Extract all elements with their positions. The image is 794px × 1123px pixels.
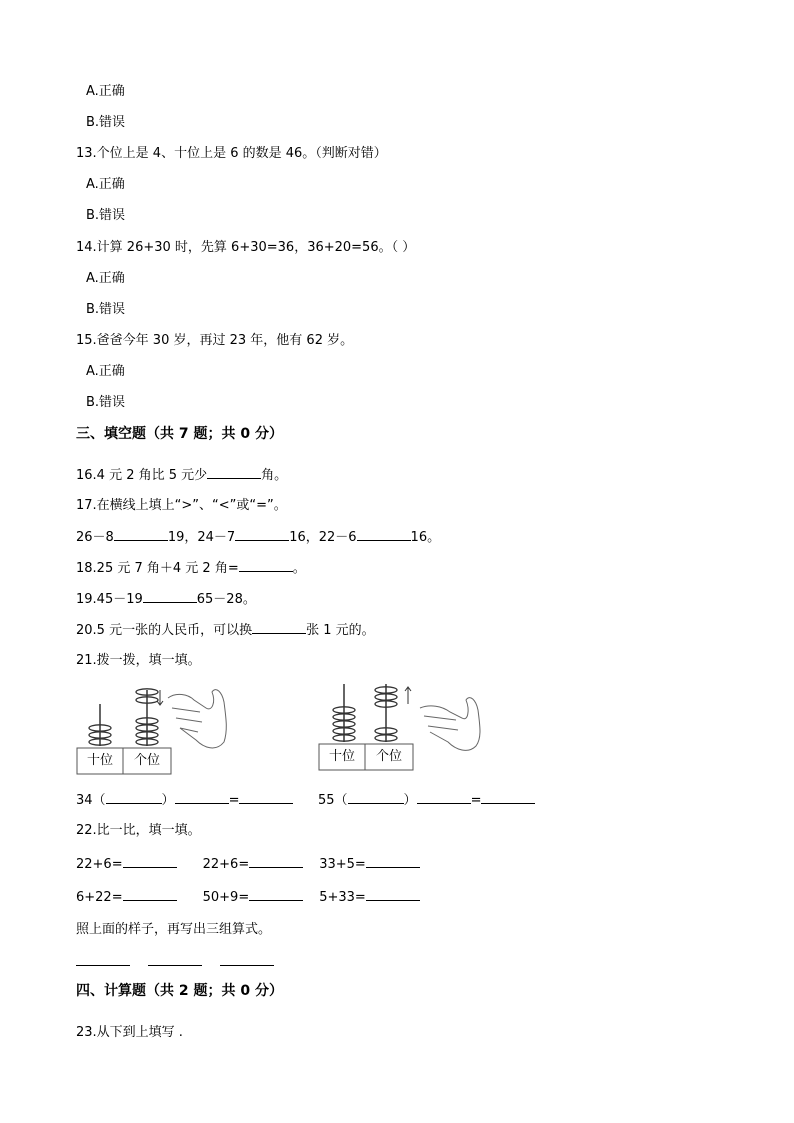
q22-r2-expr-1: 6+22=: [76, 890, 123, 905]
q22-r1-expr-3: 33+5=: [319, 857, 366, 872]
q17-part-3: 16，22－6: [289, 530, 357, 545]
q21-text: 21.拨一拨，填一填。: [76, 653, 201, 668]
q21-right-blank-3[interactable]: [481, 791, 535, 804]
q22-extra-blank-1[interactable]: [76, 953, 130, 966]
q19: [76, 590, 256, 609]
q21-left-blank-3[interactable]: [239, 791, 293, 804]
q22-r1-blank-3[interactable]: [366, 855, 420, 868]
q14-option-b[interactable]: B.错误: [86, 302, 126, 317]
q21-right-number: 55（: [318, 793, 348, 808]
q14-option-a[interactable]: A.正确: [86, 271, 125, 286]
section-4-title: 四、计算题（共 2 题；共 0 分）: [76, 983, 283, 999]
q13-option-b[interactable]: B.错误: [86, 208, 126, 223]
tens-label-right: 十位: [328, 749, 355, 764]
q21-right-blank-1[interactable]: [348, 791, 404, 804]
q17-blank-3[interactable]: [357, 528, 411, 541]
q22-r2-expr-2: 50+9=: [202, 890, 250, 905]
q12-option-a[interactable]: A.正确: [86, 84, 125, 99]
abacus-figure-left: [76, 682, 236, 776]
q22-r1-expr-1: 22+6=: [76, 857, 123, 872]
q22-r2-blank-3[interactable]: [366, 888, 420, 901]
q19-pre: 19.45－19: [76, 592, 143, 607]
q18-answer-blank[interactable]: [239, 559, 293, 572]
q22-r1-blank-1[interactable]: [123, 855, 177, 868]
q20: [76, 621, 375, 640]
q19-post: 65－28。: [196, 592, 256, 607]
q22-r2-blank-2[interactable]: [249, 888, 303, 901]
q17-part-4: 16。: [410, 530, 441, 545]
q21-left-blank-2[interactable]: [175, 791, 229, 804]
q16-pre: 16.4 元 2 角比 5 元少: [76, 468, 208, 483]
q20-post: 张 1 元的。: [306, 623, 375, 638]
q18: [76, 559, 306, 578]
q22-extra-blank-2[interactable]: [148, 953, 202, 966]
q22-extra-blank-3[interactable]: [220, 953, 274, 966]
q16: [76, 466, 287, 485]
q21-left-blank-1[interactable]: [106, 791, 162, 804]
q23-text: 23.从下到上填写 .: [76, 1025, 183, 1040]
q21-right-eq: =: [470, 793, 482, 808]
q18-pre: 18.25 元 7 角＋4 元 2 角=: [76, 561, 239, 576]
ones-label-left: 个位: [133, 753, 160, 768]
q19-answer-blank[interactable]: [143, 590, 197, 603]
q22-r2-expr-3: 5+33=: [319, 890, 366, 905]
tens-label-left: 十位: [86, 753, 113, 768]
abacus-figure-right: [318, 682, 488, 776]
q15-option-b[interactable]: B.错误: [86, 395, 126, 410]
ones-label-right: 个位: [375, 749, 402, 764]
q22-follow-up: 照上面的样子，再写出三组算式。: [76, 922, 272, 937]
q20-pre: 20.5 元一张的人民币，可以换: [76, 623, 253, 638]
section-3-title: 三、填空题（共 7 题；共 0 分）: [76, 426, 283, 442]
q15-text: 15.爸爸今年 30 岁，再过 23 年，他有 62 岁。: [76, 333, 354, 348]
q16-answer-blank[interactable]: [207, 466, 261, 479]
q21-left-close: ）: [161, 793, 175, 808]
q22-row-1: [76, 855, 420, 874]
q12-option-b[interactable]: B.错误: [86, 115, 126, 130]
q15-option-a[interactable]: A.正确: [86, 364, 125, 379]
q22-r1-expr-2: 22+6=: [202, 857, 250, 872]
q21-answers-left: [76, 791, 293, 810]
q16-post: 角。: [261, 468, 288, 483]
q17-blank-1[interactable]: [114, 528, 168, 541]
q21-left-number: 34（: [76, 793, 106, 808]
q17-part-2: 19，24－7: [167, 530, 236, 545]
q22-row-2: [76, 888, 420, 907]
q22-extra-blanks: [76, 953, 274, 972]
q18-post: 。: [292, 561, 306, 576]
q22-r2-blank-1[interactable]: [123, 888, 177, 901]
q21-right-blank-2[interactable]: [417, 791, 471, 804]
q13-option-a[interactable]: A.正确: [86, 177, 125, 192]
q22-r1-blank-2[interactable]: [249, 855, 303, 868]
q22-text: 22.比一比，填一填。: [76, 823, 201, 838]
q17-blank-2[interactable]: [235, 528, 289, 541]
q17-part-1: 26－8: [76, 530, 114, 545]
q17-items: [76, 528, 440, 547]
q21-left-eq: =: [228, 793, 240, 808]
q20-answer-blank[interactable]: [252, 621, 306, 634]
q13-text: 13.个位上是 4、十位上是 6 的数是 46。（判断对错）: [76, 146, 387, 161]
q21-right-close: ）: [403, 793, 417, 808]
q14-text: 14.计算 26+30 时，先算 6+30=36，36+20=56。（ ）: [76, 240, 416, 255]
q21-answers-right: [318, 791, 535, 810]
q17-text: 17.在横线上填上“>”、“<”或“=”。: [76, 498, 287, 513]
